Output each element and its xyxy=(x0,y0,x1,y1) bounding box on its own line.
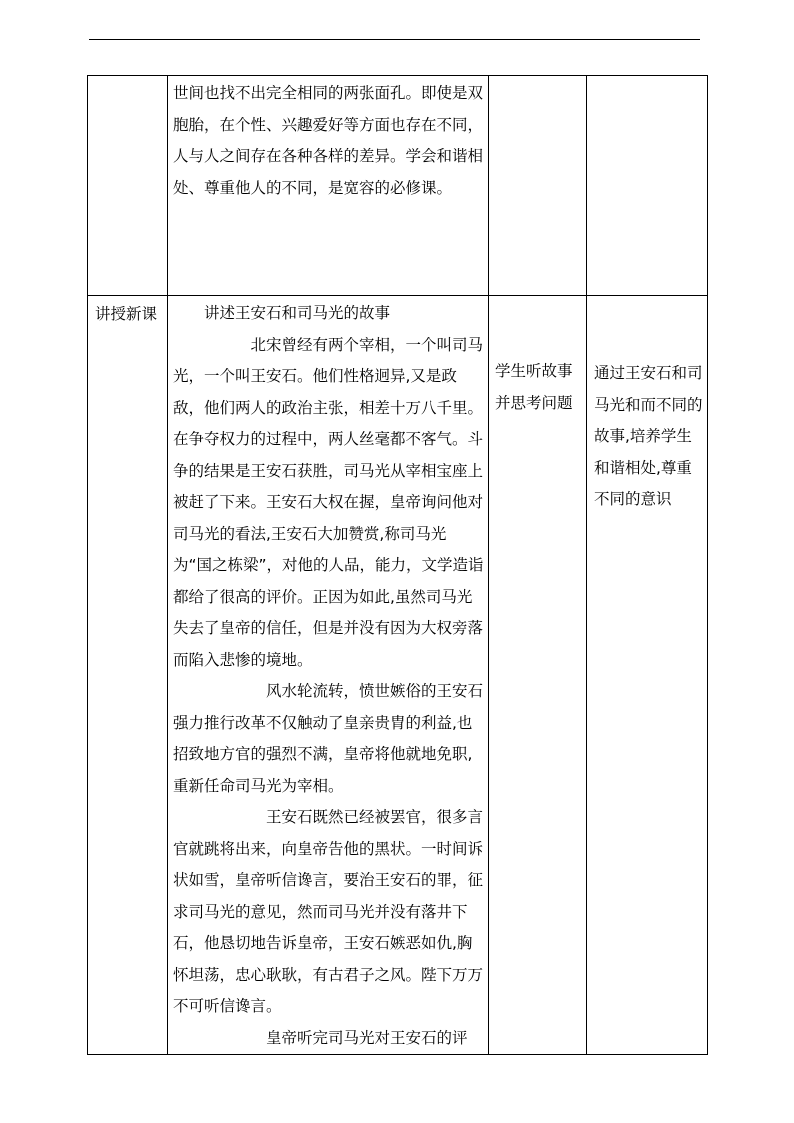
story-paragraph: 皇帝听完司马光对王安石的评 xyxy=(266,1028,468,1047)
table-row xyxy=(88,76,708,296)
student-activity-text: 学生听故事并思考问题 xyxy=(495,362,573,412)
student-activity-cell xyxy=(489,76,587,296)
design-intent-text: 通过王安石和司马光和而不同的故事,培养学生和谐相处,尊重不同的意识 xyxy=(594,364,703,508)
content-cell xyxy=(168,296,489,1055)
stage-label: 讲授新课 xyxy=(95,305,158,323)
design-intent-cell xyxy=(587,296,708,1055)
design-intent-cell xyxy=(587,76,708,296)
content-paragraph: 世间也找不出完全相同的两张面孔。即使是双胞胎，在个性、兴趣爱好等方面也存在不同，人与人之间存在各种各样的差异。学会和谐相处、尊重他人的不同，是宽容的必修课。 xyxy=(173,84,484,197)
stage-cell xyxy=(88,296,168,1055)
student-activity-cell xyxy=(489,296,587,1055)
stage-cell xyxy=(88,76,168,296)
story-paragraph: 北宋曾经有两个宰相，一个叫司马光，一个叫王安石。他们性格迥异,又是政敌，他们两人的政治主张，相差十万八千里。在争夺权力的过程中，两人丝毫都不客气。斗争的结果是王安石获胜，司马光从宰相宝座上被赶了下来。王安石大权在握，皇帝询问他对司马光的看法,王安石大加赞赏,称司马光为“国之栋梁”，对他的人品，能力，文学造诣都给了很高的评价。正因为如此,虽然司马光失去了皇帝的信任，但是并没有因为大权旁落而陷入悲惨的境地。 xyxy=(173,335,484,669)
content-cell xyxy=(168,76,489,296)
header-rule xyxy=(89,39,700,40)
story-paragraph: 王安石既然已经被罢官，很多言官就跳将出来，向皇帝告他的黑状。一时间诉状如雪，皇帝听信谗言，要治王安石的罪，征求司马光的意见，然而司马光并没有落井下石，他恳切地告诉皇帝，王安石嫉恶如仇,胸怀坦荡，忠心耿耿，有古君子之风。陛下万万不可听信谗言。 xyxy=(173,808,484,1015)
table-row xyxy=(88,296,708,1055)
story-paragraph: 风水轮流转，愤世嫉俗的王安石强力推行改革不仅触动了皇亲贵胄的利益,也招致地方官的强烈不满，皇帝将他就地免职,重新任命司马光为宰相。 xyxy=(173,682,484,795)
story-title: 讲述王安石和司马光的故事 xyxy=(204,304,391,322)
lesson-plan-table xyxy=(87,75,708,1055)
